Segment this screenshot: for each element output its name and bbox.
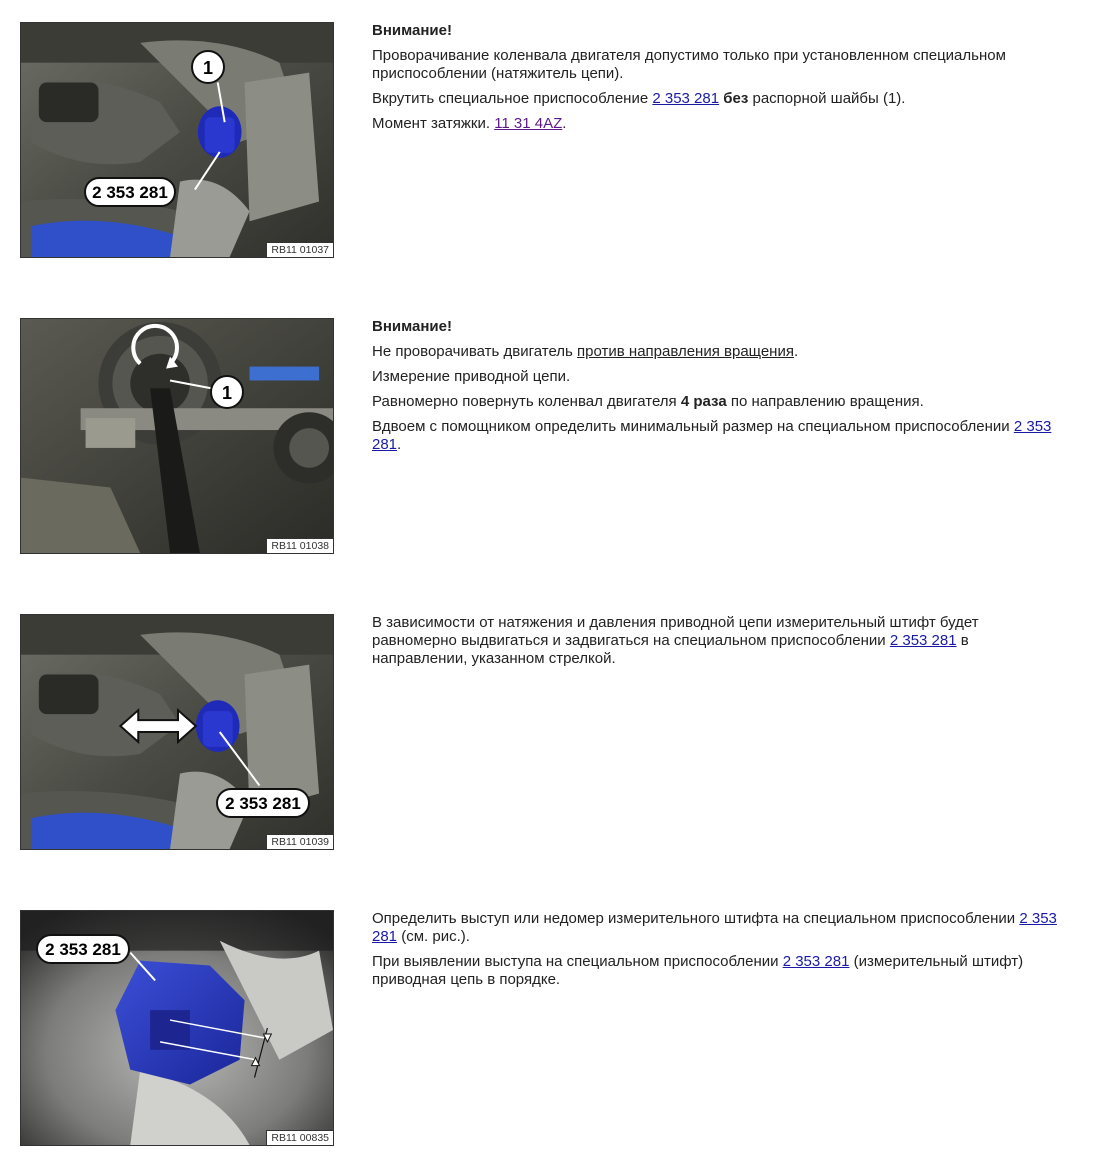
instruction-step-4 (20, 910, 1080, 1146)
callout-layer-4 (21, 911, 333, 1145)
text-fragment: При выявлении выступа на специальном приспособлении (372, 953, 779, 970)
bold-text: без (723, 90, 749, 107)
text-fragment: по направлению вращения. (730, 393, 924, 410)
callout-layer-3 (21, 615, 333, 849)
instruction-step-2 (20, 318, 1080, 554)
image-code: RB11 01038 (266, 538, 333, 553)
paragraph (372, 910, 1062, 946)
paragraph (372, 115, 1062, 133)
tool-link[interactable]: 2 353 281 (889, 632, 957, 649)
tool-photo-4 (20, 910, 334, 1146)
paragraph (372, 953, 1062, 989)
text-fragment: (измерительный штифт) приводная цепь в порядке. (372, 953, 1024, 988)
text-fragment: . (793, 343, 799, 360)
callout-layer-1 (21, 23, 333, 257)
paragraph (372, 393, 1062, 411)
text-fragment: В зависимости от натяжения и давления приводной цепи измерительный штифт будет равномерно выдвигаться и задвигаться на специальном приспособлении (372, 614, 979, 649)
tool-link[interactable]: 2 353 281 (372, 418, 1052, 453)
paragraph (372, 418, 1062, 454)
warning-title: Внимание! (372, 22, 452, 39)
text-fragment: в направлении, указанном стрелкой. (372, 632, 969, 667)
text-fragment: Определить выступ или недомер измерительного штифта на специальном приспособлении (372, 910, 1016, 927)
tool-link[interactable]: 2 353 281 (372, 910, 1057, 945)
text-fragment: . (562, 115, 567, 132)
callout-label-1: 1 (202, 58, 214, 78)
torque-link[interactable]: 11 31 4AZ (494, 115, 563, 132)
text-fragment: (см. рис.). (401, 928, 470, 945)
image-code: RB11 01039 (266, 834, 333, 849)
engine-photo-3 (20, 614, 334, 850)
engine-photo-2 (20, 318, 334, 554)
step-text (372, 614, 1062, 675)
step-text (372, 318, 1062, 461)
callout-label-tool: 2 353 281 (92, 183, 168, 202)
paragraph: Измерение приводной цепи. (372, 368, 571, 385)
text-fragment: Не проворачивать двигатель (372, 343, 573, 360)
image-code: RB11 01037 (266, 242, 333, 257)
text-fragment: Равномерно повернуть коленвал двигателя (372, 393, 677, 410)
bold-text: 4 раза (680, 393, 727, 410)
callout-label-tool: 2 353 281 (45, 940, 121, 959)
text-fragment: . (397, 436, 402, 453)
warning-title: Внимание! (372, 318, 452, 335)
instruction-step-3 (20, 614, 1080, 850)
instruction-step-1 (20, 22, 1080, 258)
engine-photo-1 (20, 22, 334, 258)
callout-label-tool: 2 353 281 (225, 794, 301, 813)
tool-link[interactable]: 2 353 281 (652, 90, 720, 107)
paragraph (372, 614, 1062, 668)
step-text (372, 910, 1062, 996)
warning-text (372, 343, 1062, 361)
underlined-text: против направления вращения (577, 343, 794, 360)
text-fragment: Вкрутить специальное приспособление (372, 90, 649, 107)
step-text (372, 22, 1062, 140)
paragraph (372, 90, 1062, 108)
tool-link[interactable]: 2 353 281 (782, 953, 850, 970)
callout-label-1: 1 (221, 383, 233, 403)
warning-text: Проворачивание коленвала двигателя допустимо только при установленном специальном приспособлении (натяжитель цепи). (372, 47, 1006, 82)
text-fragment: Вдвоем с помощником определить минимальный размер на специальном приспособлении (372, 418, 1010, 435)
image-code: RB11 00835 (266, 1130, 333, 1145)
text-fragment: Момент затяжки. (372, 115, 491, 132)
callout-layer-2 (21, 319, 333, 553)
text-fragment: распорной шайбы (1). (752, 90, 906, 107)
